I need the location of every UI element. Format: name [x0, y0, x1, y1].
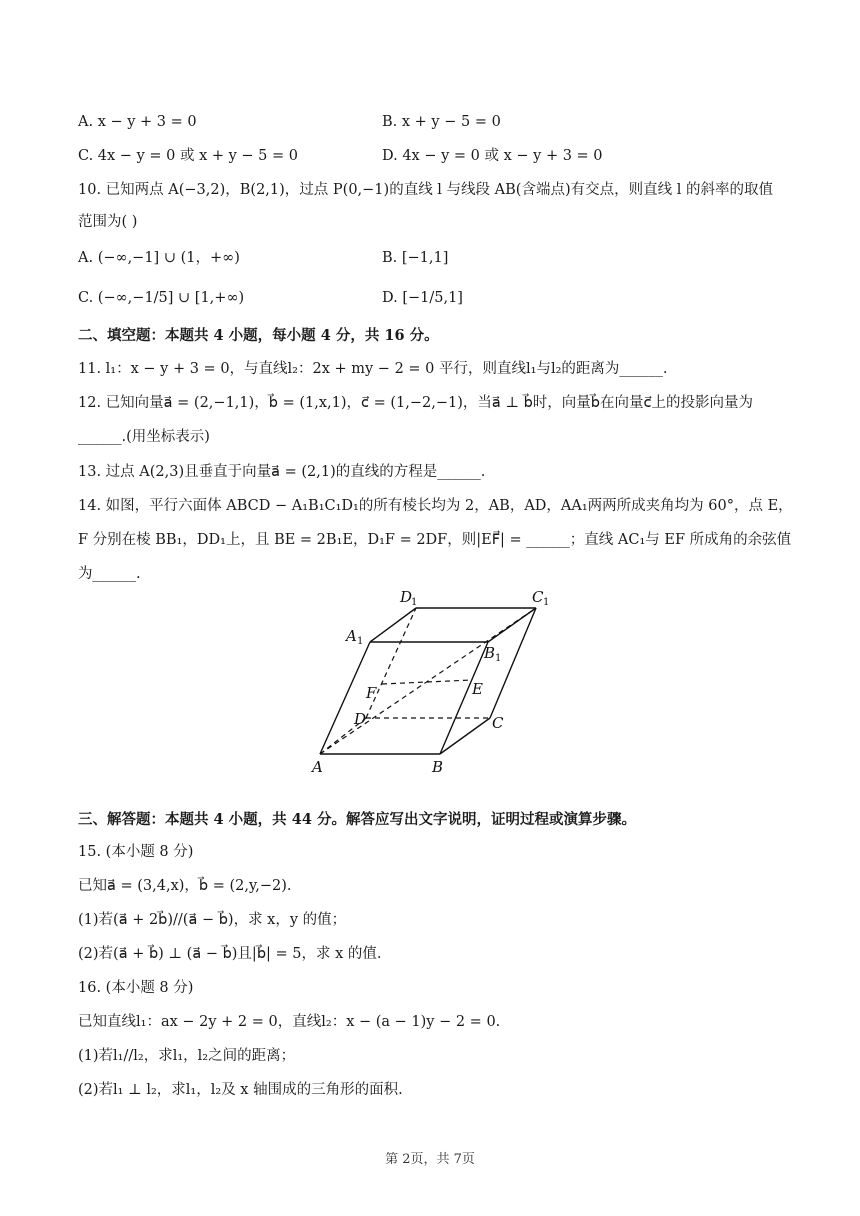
label-B1: B	[484, 644, 496, 662]
section3-title: 三、解答题：本题共 4 小题，共 44 分。解答应写出文字说明，证明过程或演算步骤。	[78, 811, 636, 828]
q15-given: 已知a⃗ = (3,4,x)，b⃗ = (2,y,−2).	[78, 878, 292, 894]
label-E: E	[472, 680, 483, 698]
q12-text-line2: ______.(用坐标表示)	[78, 429, 210, 445]
q10-option-a: A. (−∞,−1] ∪ (1，+∞)	[78, 250, 240, 266]
label-D1-sub: 1	[411, 597, 418, 608]
label-C1-sub: 1	[543, 597, 550, 608]
q16-given: 已知直线l₁：ax − 2y + 2 = 0，直线l₂：x − (a − 1)y − 2 = 0.	[78, 1014, 501, 1030]
q10-option-d: D. [−1/5,1]	[382, 290, 463, 306]
q11-text: 11. l₁：x − y + 3 = 0，与直线l₂：2x + my − 2 = 0 平行，则直线l₁与l₂的距离为______.	[78, 361, 668, 377]
q14-text-line2: F 分别在棱 BB₁，DD₁上，且 BE = 2B₁E，D₁F = 2DF，则|EF⃗| = ______；直线 AC₁与 EF 所成角的余弦值	[78, 532, 792, 548]
page-footer: 第 2页，共 7页	[385, 1152, 475, 1167]
label-F: F	[366, 684, 377, 702]
q15-part1: (1)若(a⃗ + 2b⃗)//(a⃗ − b⃗)，求 x，y 的值；	[78, 912, 347, 928]
label-B: B	[432, 758, 444, 776]
q14-text-line3: 为______.	[78, 566, 141, 582]
q10-option-b: B. [−1,1]	[382, 250, 449, 266]
q9-option-b: B. x + y − 5 = 0	[382, 114, 501, 130]
q12-text-line1: 12. 已知向量a⃗ = (2,−1,1)，b⃗ = (1,x,1)，c⃗ = (1,−2,−1)，当a⃗ ⊥ b⃗时，向量b⃗在向量c⃗上的投影向量为	[78, 395, 753, 411]
q13-text: 13. 过点 A(2,3)且垂直于向量a⃗ = (2,1)的直线的方程是______.	[78, 464, 486, 480]
q16-part2: (2)若l₁ ⊥ l₂，求l₁，l₂及 x 轴围成的三角形的面积.	[78, 1082, 403, 1098]
q9-option-a: A. x − y + 3 = 0	[78, 114, 197, 130]
label-C1: C	[532, 588, 544, 606]
label-A1: A	[346, 627, 357, 645]
label-C: C	[492, 714, 504, 732]
q15-part2: (2)若(a⃗ + b⃗) ⊥ (a⃗ − b⃗)且|b⃗| = 5，求 x 的值.	[78, 946, 382, 962]
label-A: A	[312, 758, 323, 776]
q9-option-c: C. 4x − y = 0 或 x + y − 5 = 0	[78, 148, 298, 164]
q16-part1: (1)若l₁//l₂，求l₁，l₂之间的距离；	[78, 1048, 296, 1064]
label-B1-sub: 1	[495, 653, 502, 664]
q9-option-d: D. 4x − y = 0 或 x − y + 3 = 0	[382, 148, 603, 164]
label-A1-sub: 1	[357, 636, 364, 647]
q16-header: 16. (本小题 8 分)	[78, 980, 194, 996]
q10-option-c: C. (−∞,−1/5] ∪ [1,+∞)	[78, 290, 245, 306]
q15-header: 15. (本小题 8 分)	[78, 844, 194, 860]
label-D1: D	[400, 588, 413, 606]
section2-title: 二、填空题：本题共 4 小题，每小题 4 分，共 16 分。	[78, 327, 439, 344]
q10-stem-line1: 10. 已知两点 A(−3,2)，B(2,1)，过点 P(0,−1)的直线 l 与线段 AB(含端点)有交点，则直线 l 的斜率的取值	[78, 182, 773, 198]
parallelepiped-figure	[300, 584, 570, 784]
label-D: D	[354, 710, 367, 728]
q14-text-line1: 14. 如图，平行六面体 ABCD − A₁B₁C₁D₁的所有棱长均为 2，AB，AD，AA₁两两所成夹角均为 60°，点 E，	[78, 498, 793, 514]
q10-stem-line2: 范围为( )	[78, 214, 138, 230]
